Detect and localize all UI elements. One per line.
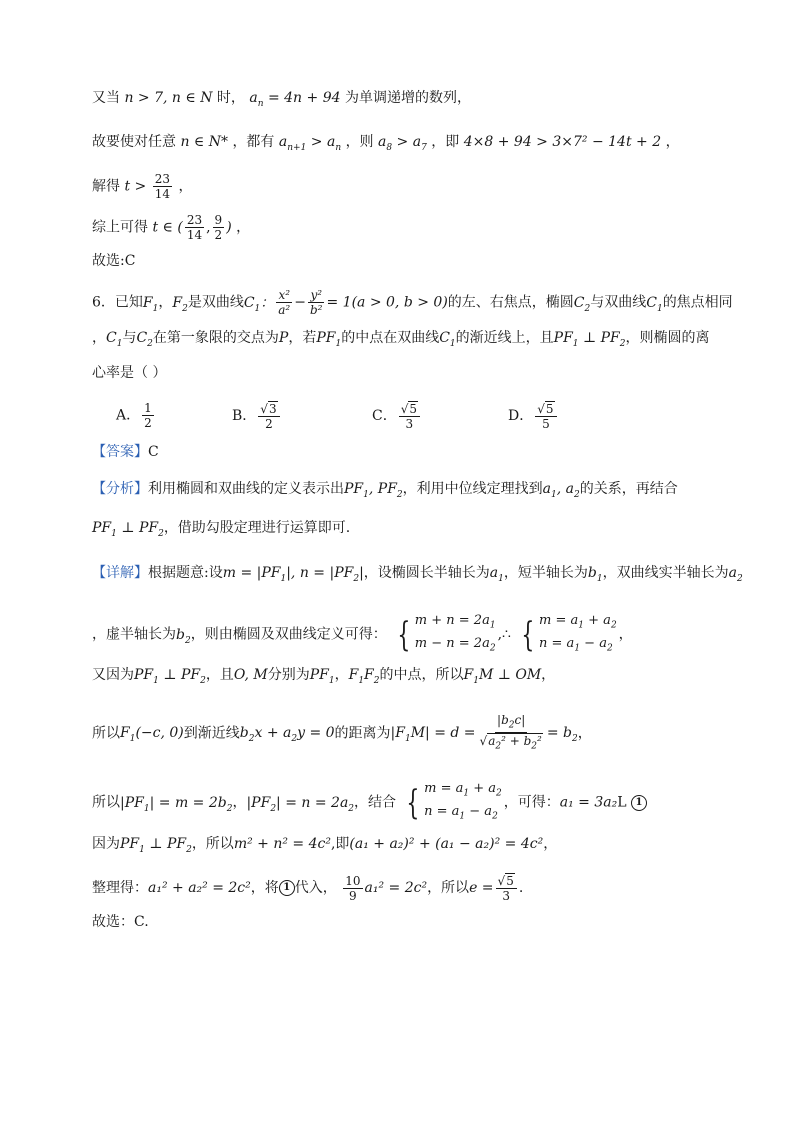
math: a₁ = 3a₂ bbox=[559, 794, 618, 811]
brace: { bbox=[521, 614, 535, 655]
fraction bbox=[343, 874, 362, 903]
text: ，即 bbox=[431, 134, 460, 150]
numerator: √5 bbox=[496, 873, 517, 889]
text: ，则由椭圆及双曲线定义可得： bbox=[190, 626, 387, 643]
denominator: 3 bbox=[405, 417, 414, 431]
numerator: √3 bbox=[258, 401, 279, 417]
text: . bbox=[518, 880, 524, 896]
text: 在第一象限的交点为 bbox=[152, 330, 279, 346]
option-label: D． bbox=[508, 408, 534, 424]
text: ， bbox=[577, 725, 592, 742]
option-c[interactable] bbox=[372, 401, 422, 431]
math: $C_1$ bbox=[106, 330, 123, 349]
analysis-tag: 【分析】 bbox=[92, 481, 148, 497]
numerator: √5 bbox=[535, 401, 556, 417]
text-line-5 bbox=[92, 251, 754, 271]
math: $C_1$ bbox=[646, 294, 663, 314]
fraction bbox=[276, 288, 292, 317]
text: 故选:C bbox=[92, 253, 136, 269]
text: ，双曲线实半轴长为 bbox=[602, 565, 729, 581]
text: ，虚半轴长为 bbox=[92, 626, 176, 643]
math-expr: = 4n + 94 bbox=[263, 90, 341, 106]
equation-system bbox=[402, 780, 501, 825]
math: $b_1$ bbox=[587, 565, 603, 584]
question-number: 6．已知 bbox=[92, 294, 143, 311]
text: 利用椭圆和双曲线的定义表示出 bbox=[148, 481, 344, 497]
math: $|F_1M| = d$ = bbox=[390, 725, 476, 745]
math: $a_1$, $a_2$ bbox=[542, 481, 580, 500]
text: ,即 bbox=[330, 836, 350, 852]
math: $PF_1$ bbox=[309, 667, 335, 686]
text: ，将 bbox=[250, 880, 279, 896]
answer-tag: 【答案】 bbox=[92, 444, 148, 460]
fraction bbox=[308, 288, 325, 317]
text: L bbox=[617, 794, 627, 811]
math: $C_1$： bbox=[243, 294, 275, 314]
text: 的关系，再结合 bbox=[579, 481, 678, 497]
numerator: y² bbox=[310, 288, 323, 302]
text: 根据题意:设 bbox=[148, 565, 223, 581]
math: m² + n² = 4c² bbox=[233, 836, 331, 852]
option-label: C． bbox=[372, 408, 397, 424]
fraction bbox=[496, 873, 517, 903]
math: $PF_1$ ⊥ $PF_2$ bbox=[92, 520, 164, 539]
brace: { bbox=[397, 614, 411, 655]
text: ，短半轴长为 bbox=[503, 565, 588, 581]
text: ，所以 bbox=[191, 836, 234, 852]
text: ，则 bbox=[345, 134, 374, 150]
text: 的渐近线上，且 bbox=[455, 330, 554, 346]
math: $a_n = 4n + 94$ bbox=[249, 90, 341, 109]
math: $PF_1$, $PF_2$ bbox=[344, 481, 403, 500]
text: ，则椭圆的离 bbox=[625, 330, 710, 346]
circled-number-1: 1 bbox=[279, 880, 295, 896]
text: ， bbox=[236, 219, 251, 236]
detail-tag: 【详解】 bbox=[92, 565, 148, 581]
text: 到渐近线 bbox=[183, 725, 240, 742]
option-a[interactable] bbox=[116, 401, 156, 430]
math: $F_1$ bbox=[142, 294, 159, 314]
fraction bbox=[478, 713, 545, 754]
circled-number-1: 1 bbox=[631, 795, 647, 811]
text: 的焦点相同 bbox=[662, 294, 733, 311]
text: 与 bbox=[122, 330, 137, 346]
numerator: 1 bbox=[144, 401, 152, 415]
fraction bbox=[153, 172, 172, 201]
text: 解得 bbox=[92, 178, 120, 195]
text: 整理得： bbox=[92, 880, 148, 896]
text: 因为 bbox=[92, 836, 120, 852]
text: ， bbox=[543, 836, 558, 852]
numerator: 23 bbox=[154, 172, 170, 186]
analysis-line-2 bbox=[92, 518, 754, 544]
text: 故要使对任意 bbox=[92, 134, 176, 150]
text-line-4: 综上可得 t ∈ ( $\frac{23}{14}$ , $\frac{9}{2}$ ) ， bbox=[92, 213, 251, 242]
math: ) bbox=[226, 219, 232, 236]
equation: $n = a_1 - a_2$ bbox=[539, 635, 613, 654]
math: t ∈ ( bbox=[152, 219, 183, 236]
math: $a_{n+1} > a_n$ bbox=[278, 134, 342, 153]
text: 为单调递增的数列， bbox=[344, 90, 471, 106]
math: a₁² = 2c² bbox=[364, 880, 428, 896]
math: P bbox=[278, 330, 289, 346]
math: $a_2$ bbox=[728, 565, 743, 584]
text: 故选：C. bbox=[92, 914, 149, 930]
denominator: 2 bbox=[214, 228, 223, 242]
text: ，所以 bbox=[427, 880, 470, 896]
math: $F_1(-c$, 0) bbox=[120, 725, 184, 745]
question-6-line-2 bbox=[92, 328, 754, 354]
answer-value: C bbox=[148, 444, 159, 460]
numerator: 9 bbox=[214, 213, 223, 227]
text: 所以 bbox=[92, 794, 120, 811]
text: ，利用中位线定理找到 bbox=[402, 481, 543, 497]
equation: $m + n = 2a_1$ bbox=[414, 613, 496, 631]
numerator: x² bbox=[278, 288, 291, 302]
radicand: 5 bbox=[409, 402, 418, 416]
option-label: A． bbox=[116, 407, 141, 424]
text: 又当 bbox=[92, 90, 120, 106]
radicand: 5 bbox=[545, 402, 554, 416]
denominator: 3 bbox=[502, 889, 510, 903]
math: $PF_1$ ⊥ $PF_2$ bbox=[120, 836, 192, 855]
system-rows bbox=[424, 780, 502, 825]
text: ，设椭圆长半轴长为 bbox=[363, 565, 490, 581]
equation: $m = a_1 + a_2$ bbox=[539, 613, 617, 631]
radicand: 5 bbox=[506, 874, 514, 888]
math: $C_2$ bbox=[136, 330, 153, 349]
fraction bbox=[142, 401, 154, 430]
math: $F_2$ bbox=[172, 294, 188, 314]
text: 所以 bbox=[92, 725, 120, 742]
math: 4×8 + 94 > 3×7² − 14t + 2 bbox=[463, 134, 662, 150]
text: 的中点，所以 bbox=[379, 667, 464, 683]
text: 分别为 bbox=[267, 667, 310, 683]
question-6-line-1: 6．已知$F_1$，$F_2$是双曲线$C_1$： $\frac{\text{x²}}{\text{a²}}$ − $\frac{\text{y²}}{\text{b²}}$ = 1(a > 0, b > 0)的左、右焦点，椭圆$C_2$与双曲线$C_1$的焦点相同 bbox=[92, 288, 733, 317]
question-6-line-3 bbox=[92, 363, 754, 383]
fraction bbox=[535, 401, 556, 431]
text: 心率是（ ） bbox=[92, 365, 167, 381]
math: $PF_1$ ⊥ $PF_2$ bbox=[134, 667, 206, 686]
option-b[interactable] bbox=[232, 401, 282, 431]
text: ， bbox=[92, 330, 106, 346]
text: ，可得： bbox=[503, 794, 560, 811]
text: 代入， bbox=[294, 880, 337, 896]
equation-system bbox=[517, 612, 616, 657]
text: ， bbox=[665, 134, 680, 150]
math-sym: a bbox=[249, 90, 258, 106]
fraction bbox=[399, 401, 420, 431]
denominator: 14 bbox=[154, 187, 170, 201]
math: n > 7, n ∈ N bbox=[124, 90, 213, 106]
denominator: 9 bbox=[349, 888, 357, 903]
math: $|PF_2| = n = 2a_2$ bbox=[246, 794, 355, 814]
math: $b_2$ bbox=[176, 626, 191, 646]
text: ，借助勾股定理进行运算即可. bbox=[163, 520, 351, 536]
denominator: 2 bbox=[144, 416, 152, 430]
system-rows bbox=[415, 612, 496, 657]
detail-line-1 bbox=[92, 563, 754, 589]
text: ，且 bbox=[205, 667, 234, 683]
text-line-2 bbox=[92, 132, 754, 158]
numerator: 10 bbox=[345, 873, 361, 888]
option-label: B． bbox=[232, 408, 257, 424]
answer-line bbox=[92, 442, 754, 462]
text: 时， bbox=[216, 90, 245, 106]
denominator: b² bbox=[309, 303, 323, 317]
analysis-line-1 bbox=[92, 479, 754, 505]
math: $m = |PF_1|$, $n = |PF_2|$ bbox=[222, 565, 364, 584]
text: 是双曲线 bbox=[187, 294, 244, 311]
brace: { bbox=[406, 782, 420, 823]
text: 与双曲线 bbox=[590, 294, 647, 311]
text: ，若 bbox=[288, 330, 317, 346]
text: ，结合 bbox=[354, 794, 397, 811]
detail-line-7 bbox=[92, 873, 754, 903]
math: $C_2$ bbox=[573, 294, 591, 314]
detail-line-4 bbox=[92, 713, 754, 754]
numerator: 23 bbox=[186, 213, 203, 227]
final-answer-line bbox=[92, 912, 754, 932]
equation: $m - n = 2a_2$ bbox=[414, 635, 496, 654]
system-rows bbox=[539, 612, 617, 657]
math: $b_2x + a_2y = 0$ bbox=[239, 725, 335, 745]
math: O, M bbox=[233, 667, 268, 683]
text: ， bbox=[541, 667, 556, 683]
fraction bbox=[258, 401, 279, 431]
detail-line-5: 所以$|PF_1| = m = 2b_2$，$|PF_2| = n = 2a_2$，结合 { $m = a_1 + a_2$ $n = a_1 - a_2$ ，可得：a₁ = 3a₂L 1 bbox=[92, 780, 754, 825]
detail-line-3: 又因为$PF_1$ ⊥ $PF_2$，且O, M分别为$PF_1$，$F_1F_2$的中点，所以$F_1M$ ⊥ OM， bbox=[92, 667, 556, 686]
text-line-3 bbox=[92, 172, 754, 201]
numerator: √5 bbox=[399, 401, 420, 417]
math: $|PF_1| = m = 2b_2$ bbox=[120, 794, 233, 814]
math: n ∈ N* bbox=[180, 134, 228, 150]
denominator: 5 bbox=[542, 417, 550, 431]
equation-system bbox=[393, 612, 495, 657]
detail-line-2: ，虚半轴长为$b_2$，则由椭圆及双曲线定义可得： { $m + n = 2a_1$ $m - n = 2a_2$ ,∴ { $m = a_1 + a_2$ $n = a_1 - a_2$ ， bbox=[92, 612, 754, 657]
radicand: 3 bbox=[268, 402, 277, 416]
math: $a_1$ bbox=[489, 565, 504, 584]
numerator: $|b_2c|$ bbox=[495, 713, 527, 733]
text: 综上可得 bbox=[92, 219, 148, 236]
text: ， bbox=[618, 626, 633, 643]
denominator: $√a_2^2 + b_2^2$ bbox=[479, 734, 542, 752]
math: = 1(a > 0, b > 0) bbox=[326, 294, 448, 311]
text: 的中点在双曲线 bbox=[341, 330, 440, 346]
denominator: 14 bbox=[186, 228, 203, 242]
option-d[interactable] bbox=[508, 401, 559, 431]
math: t > bbox=[124, 178, 147, 195]
math: $F_1F_2$ bbox=[348, 667, 380, 686]
text: ，都有 bbox=[232, 134, 275, 150]
text-line-1 bbox=[92, 88, 754, 114]
text: 的左、右焦点，椭圆 bbox=[447, 294, 574, 311]
fraction bbox=[185, 213, 204, 242]
fraction bbox=[213, 213, 225, 242]
math: $F_1M$ ⊥ OM bbox=[463, 667, 542, 686]
math: $C_1$ bbox=[439, 330, 456, 349]
equation: $m = a_1 + a_2$ bbox=[424, 781, 502, 799]
math: = $b_2$ bbox=[546, 725, 578, 745]
math: (a₁ + a₂)² + (a₁ − a₂)² = 4c² bbox=[349, 836, 544, 852]
math: $PF_1$ bbox=[316, 330, 342, 349]
math: a₁² + a₂² = 2c² bbox=[148, 880, 251, 896]
text: 又因为 bbox=[92, 667, 134, 683]
math: e = bbox=[469, 880, 494, 896]
equation: $n = a_1 - a_2$ bbox=[424, 803, 498, 822]
text: 的距离为 bbox=[334, 725, 391, 742]
denominator: a² bbox=[278, 303, 291, 317]
denominator: 2 bbox=[265, 417, 273, 431]
math: $PF_1$ ⊥ $PF_2$ bbox=[553, 330, 626, 349]
detail-line-6 bbox=[92, 834, 754, 860]
math: $a_8 > a_7$ bbox=[378, 134, 427, 153]
text: ， bbox=[178, 178, 193, 195]
